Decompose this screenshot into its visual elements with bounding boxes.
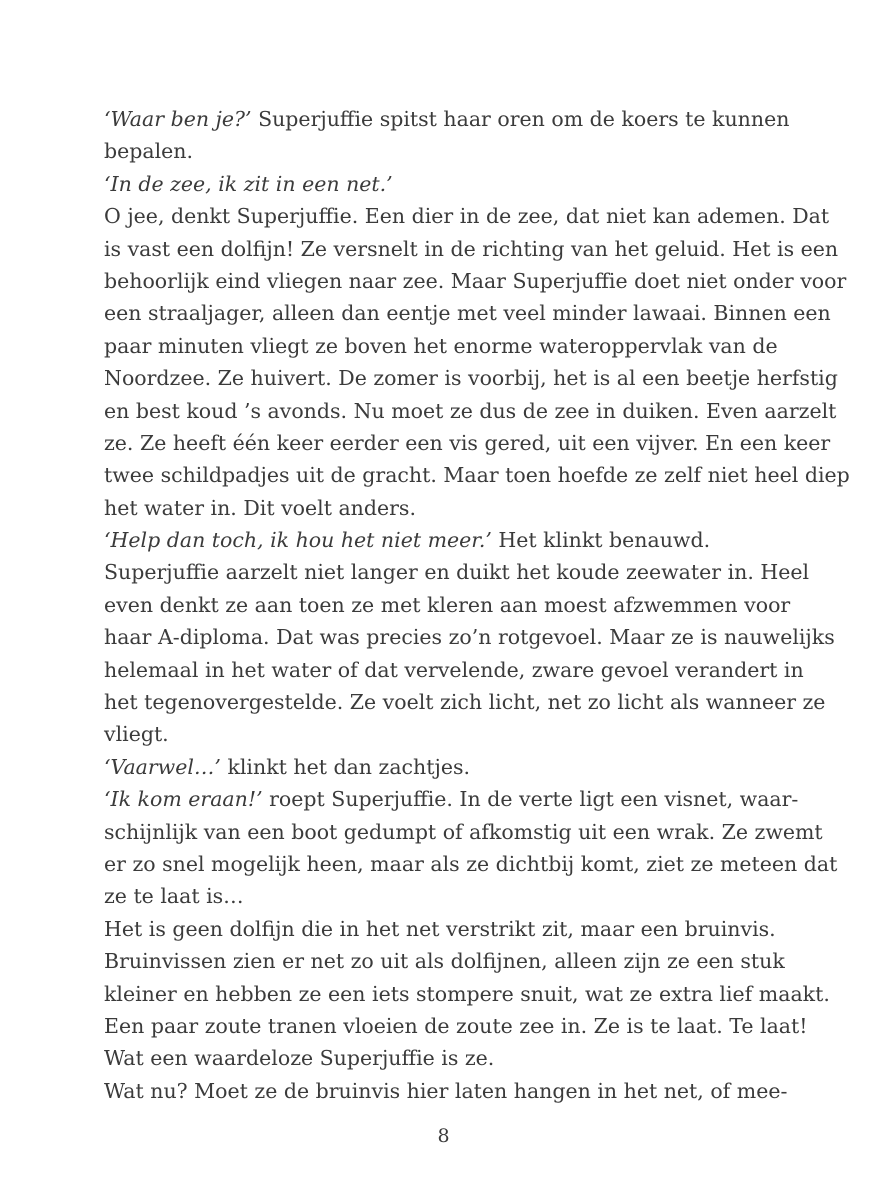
narration-text: een straaljager, alleen dan eentje met veel minder lawaai. Binnen een (104, 301, 831, 326)
body-text (104, 103, 850, 1107)
text-line (104, 524, 804, 556)
narration-text: Het is geen dolfijn die in het net verstrikt zit, maar een bruinvis. (104, 916, 776, 941)
text-line (104, 880, 804, 912)
narration-text: het tegenovergestelde. Ze voelt zich licht, net zo licht als wanneer ze (104, 690, 826, 715)
narration-text: haar A-diploma. Dat was precies zo’n rotgevoel. Maar ze is nauwelijks (104, 625, 835, 650)
narration-text: Superjuffie aarzelt niet langer en duikt het koude zeewater in. Heel (104, 560, 810, 585)
text-line (104, 427, 831, 459)
text-line (104, 816, 823, 848)
text-line (104, 848, 838, 880)
dialogue-text: ‘In de zee, ik zit in een net.’ (104, 171, 393, 196)
text-line (104, 621, 835, 653)
dialogue-text: ‘Waar ben je?’ (104, 107, 252, 131)
page-number: 8 (437, 1125, 450, 1147)
text-line (104, 1010, 808, 1042)
text-line (104, 654, 804, 686)
narration-text: paar minuten vliegt ze boven het enorme wateroppervlak van de (104, 333, 778, 358)
text-line (104, 395, 837, 427)
narration-text: en best koud ’s avonds. Nu moet ze dus de zee in duiken. Even aarzelt (104, 398, 837, 423)
narration-text: twee schildpadjes uit de gracht. Maar toen hoefde ze zelf niet heel diep (104, 463, 850, 488)
narration-text: er zo snel mogelijk heen, maar als ze dichtbij komt, ziet ze meteen dat (104, 851, 838, 876)
text-line (104, 103, 804, 135)
text-line (104, 589, 804, 621)
dialogue-text: ‘Help dan toch, ik hou het niet meer.’ (104, 528, 492, 553)
narration-text: Wat nu? Moet ze de bruinvis hier laten hangen in het net, of mee- (104, 1078, 788, 1103)
narration-text: het water in. Dit voelt anders. (104, 495, 416, 520)
text-line (104, 945, 804, 977)
text-line (104, 978, 830, 1010)
narration-text: is vast een dolfijn! Ze versnelt in de richting van het geluid. Het is een (104, 236, 839, 261)
narration-text: roept Superjuffie. In de verte ligt een visnet, waar- (262, 787, 799, 812)
text-line (104, 362, 838, 394)
text-line (104, 459, 850, 491)
text-line (104, 297, 831, 329)
narration-text: kleiner en hebben ze een iets stompere snuit, wat ze extra lief maakt. (104, 981, 830, 1006)
text-line (104, 492, 804, 524)
text-line (104, 168, 804, 200)
dialogue-text: ‘Ik kom eraan!’ (104, 787, 263, 812)
text-line (104, 200, 830, 232)
text-line (104, 718, 804, 750)
narration-text: bepalen. (104, 139, 194, 164)
narration-text: Noordzee. Ze huivert. De zomer is voorbij, het is al een beetje herfstig (104, 366, 838, 391)
text-line (104, 330, 804, 362)
dialogue-text: ‘Vaarwel…’ (104, 754, 221, 779)
narration-text: Superjuffie spitst haar oren om de koers te kunnen (251, 107, 790, 131)
text-line (104, 1075, 804, 1107)
text-line (104, 556, 810, 588)
narration-text: vliegt. (104, 722, 169, 747)
narration-text: Bruinvissen zien er net zo uit als dolfijnen, alleen zijn ze een stuk (104, 949, 785, 974)
text-line (104, 751, 804, 783)
narration-text: klinkt het dan zachtjes. (220, 754, 470, 779)
narration-text: schijnlijk van een boot gedumpt of afkomstig uit een wrak. Ze zwemt (104, 819, 823, 844)
text-line (104, 265, 847, 297)
text-line (104, 135, 804, 167)
text-line (104, 233, 839, 265)
narration-text: Een paar zoute tranen vloeien de zoute zee in. Ze is te laat. Te laat! (104, 1013, 808, 1038)
narration-text: even denkt ze aan toen ze met kleren aan moest afzwemmen voor (104, 592, 791, 617)
narration-text: ze te laat is… (104, 884, 244, 909)
text-line (104, 913, 804, 945)
text-line (104, 1042, 804, 1074)
text-line (104, 686, 826, 718)
narration-text: behoorlijk eind vliegen naar zee. Maar Superjuffie doet niet onder voor (104, 268, 847, 293)
narration-text: O jee, denkt Superjuffie. Een dier in de zee, dat niet kan ademen. Dat (104, 204, 830, 229)
narration-text: Het klinkt benauwd. (491, 528, 711, 553)
narration-text: Wat een waardeloze Superjuffie is ze. (104, 1046, 495, 1071)
text-line (104, 783, 804, 815)
narration-text: ze. Ze heeft één keer eerder een vis gered, uit een vijver. En een keer (104, 430, 831, 455)
narration-text: helemaal in het water of dat vervelende, zware gevoel verandert in (104, 657, 804, 682)
